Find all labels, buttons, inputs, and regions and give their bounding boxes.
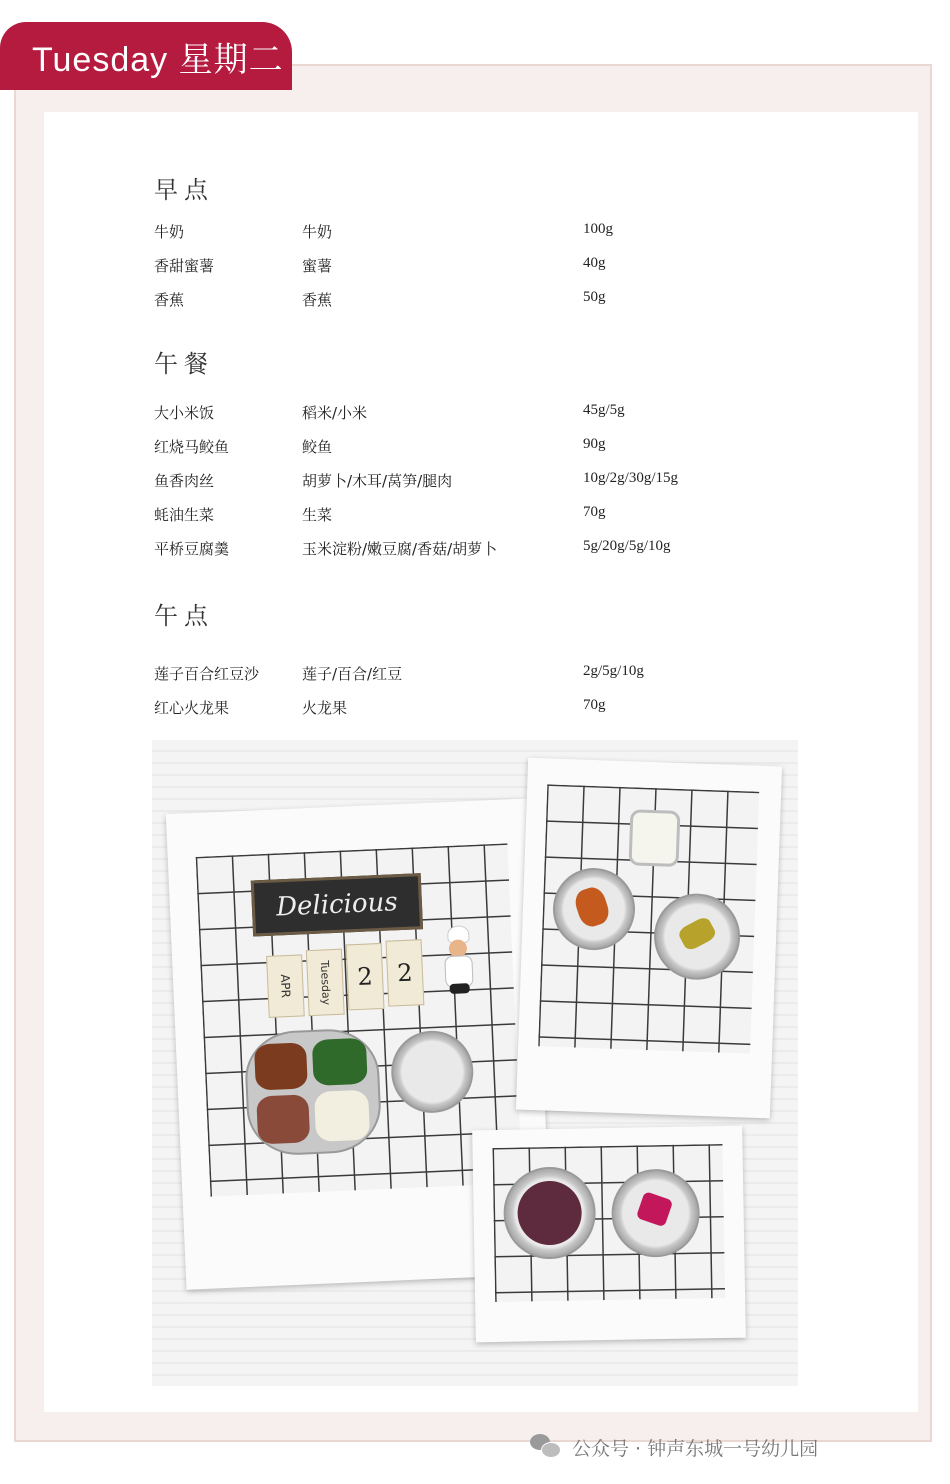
milk-cup: [629, 809, 681, 867]
dish-name: 红心火龙果: [154, 699, 230, 717]
dish-amount: 50g: [583, 289, 606, 305]
dish-ingredients: 鲛鱼: [302, 438, 333, 456]
section-title-breakfast: 早点: [140, 170, 228, 209]
dish-ingredients: 火龙果: [302, 699, 348, 717]
dish-ingredients: 生菜: [302, 506, 333, 524]
wechat-icon: [530, 1434, 560, 1460]
chalkboard-text: Delicious: [275, 887, 399, 923]
braised-fish: [256, 1094, 310, 1144]
dish-name: 平桥豆腐羹: [154, 540, 230, 558]
dish-amount: 90g: [583, 436, 606, 452]
dish-name: 蚝油生菜: [154, 506, 215, 524]
dish-name: 红烧马鲛鱼: [154, 438, 230, 456]
date-tag: APR: [266, 954, 305, 1018]
dish-name: 鱼香肉丝: [154, 472, 215, 490]
rice: [314, 1090, 370, 1142]
dish-amount: 2g/5g/10g: [583, 663, 644, 679]
dish-amount: 45g/5g: [583, 402, 625, 418]
dish-amount: 70g: [583, 504, 606, 520]
sweet-potato-plate: [552, 867, 637, 952]
dragon-fruit-plate: [611, 1168, 701, 1258]
date-tag: Tuesday: [306, 949, 345, 1017]
dish-amount: 70g: [583, 697, 606, 713]
banana-plate: [653, 892, 742, 981]
chef-figurine-icon: [439, 925, 476, 996]
menu-row: [0, 221, 950, 245]
section-title-snack: 午点: [140, 596, 228, 635]
dish-name: 莲子百合红豆沙: [154, 665, 260, 683]
menu-row: [0, 436, 950, 460]
dish-amount: 100g: [583, 221, 613, 237]
menu-row: [0, 402, 950, 426]
date-tag: 2: [386, 939, 425, 1007]
red-bean-soup-bowl: [503, 1166, 597, 1260]
chalkboard: [251, 873, 423, 936]
footer-text: 公众号 · 钟声东城一号幼儿园: [572, 1437, 819, 1460]
shredded-pork: [254, 1042, 308, 1090]
menu-row: [0, 255, 950, 279]
breakfast-photo: [538, 784, 759, 1053]
menu-row: [0, 538, 950, 562]
dish-ingredients: 香蕉: [302, 291, 333, 309]
dish-ingredients: 蜜薯: [302, 257, 333, 275]
dish-name: 香蕉: [154, 291, 185, 309]
dish-amount: 5g/20g/5g/10g: [583, 538, 671, 554]
food-tray: [243, 1027, 382, 1157]
dish-amount: 10g/2g/30g/15g: [583, 470, 679, 486]
lettuce: [312, 1038, 368, 1086]
day-tab-label: Tuesday 星期二: [32, 40, 284, 79]
snack-photo-card: [472, 1126, 746, 1343]
dish-ingredients: 莲子/百合/红豆: [302, 665, 403, 683]
section-title-lunch: 午餐: [140, 344, 228, 383]
breakfast-photo-card: [516, 758, 782, 1119]
dish-ingredients: 胡萝卜/木耳/莴笋/腿肉: [302, 472, 453, 490]
food-photo-collage: [152, 740, 798, 1386]
menu-row: [0, 663, 950, 687]
dish-name: 牛奶: [154, 223, 185, 241]
dish-name: 大小米饭: [154, 404, 215, 422]
date-tag: 2: [346, 943, 385, 1011]
snack-photo: [492, 1144, 725, 1302]
dish-ingredients: 稻米/小米: [302, 404, 368, 422]
menu-row: [0, 697, 950, 721]
menu-row: [0, 289, 950, 313]
footer-account: [530, 1432, 818, 1462]
dish-ingredients: 玉米淀粉/嫩豆腐/香菇/胡萝卜: [302, 540, 498, 558]
soup-bowl: [390, 1029, 475, 1114]
dish-name: 香甜蜜薯: [154, 257, 215, 275]
day-tab: [0, 22, 292, 90]
menu-row: [0, 504, 950, 528]
dish-amount: 40g: [583, 255, 606, 271]
dish-ingredients: 牛奶: [302, 223, 333, 241]
menu-row: [0, 470, 950, 494]
